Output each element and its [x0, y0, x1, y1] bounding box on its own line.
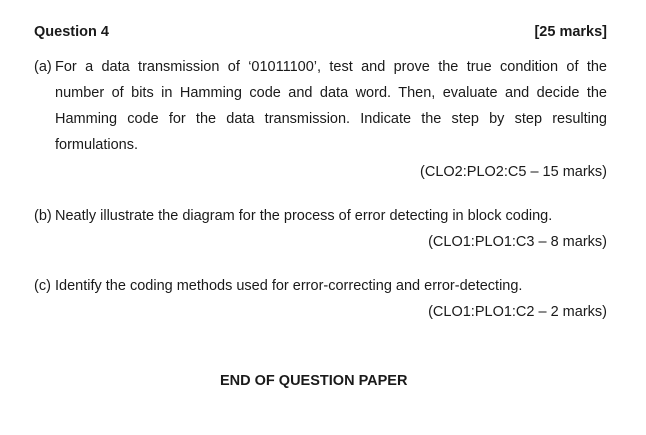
part-a-prefix: (a) [34, 59, 52, 75]
total-marks: [25 marks] [534, 24, 607, 40]
part-c-prefix: (c) [34, 278, 51, 294]
part-a-clo: (CLO2:PLO2:C5 – 15 marks) [420, 164, 607, 180]
question-title: Question 4 [34, 24, 109, 40]
part-a-line-2: number of bits in Hamming code and data word. Then, evaluate and decide the [55, 85, 607, 101]
part-c-clo: (CLO1:PLO1:C2 – 2 marks) [428, 304, 607, 320]
part-a-line-4: formulations. [55, 137, 139, 153]
end-of-paper: END OF QUESTION PAPER [220, 373, 408, 389]
part-b-line-1: Neatly illustrate the diagram for the process of error detecting in block coding. [55, 208, 553, 224]
part-b-clo: (CLO1:PLO1:C3 – 8 marks) [428, 234, 607, 250]
part-b-prefix: (b) [34, 208, 52, 224]
part-a-line-3: Hamming code for the data transmission. Indicate the step by step resulting [55, 111, 607, 127]
part-a-line-1: For a data transmission of ‘01011100’, test and prove the true condition of the [55, 59, 607, 75]
part-c-line-1: Identify the coding methods used for error-correcting and error-detecting. [55, 278, 523, 294]
